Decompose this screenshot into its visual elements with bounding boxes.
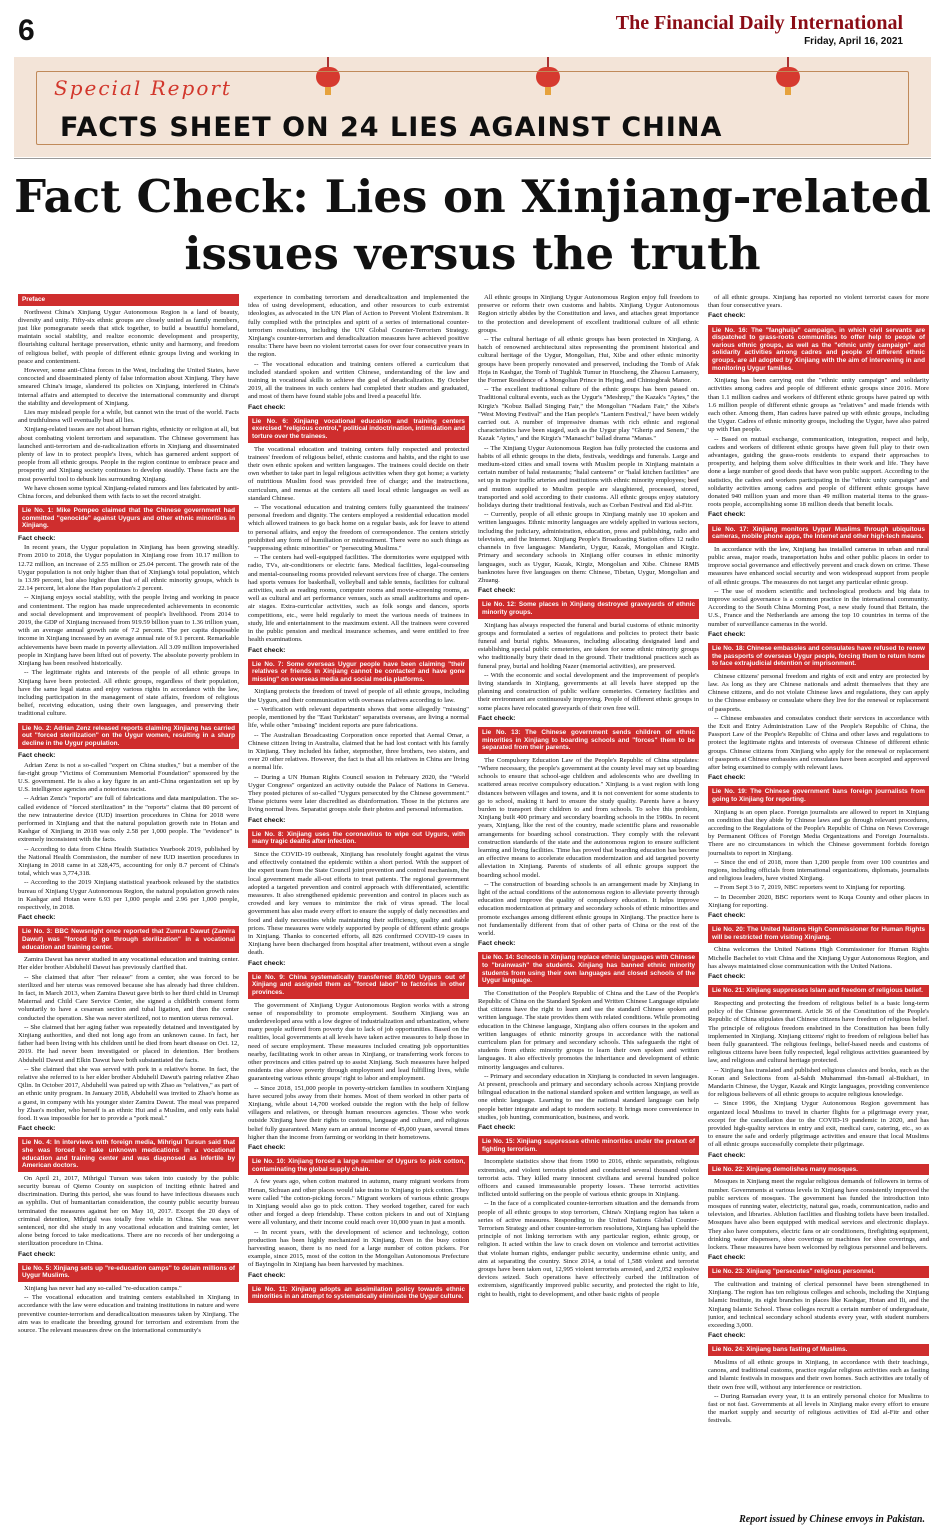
article-paragraph: -- She claimed that after "her release" from a center, she was forced to be sterilized and her uterus was removed because she has already had three children. In fact, in March 2013, when Zamira Dawut gave birth to her third child in Urumqi Maternal and Child Care Service Center, she signed a childbirth consent form voluntarily to have a cesarean section and tubal ligation, and then the center conducted the operation. She was never sterilized, not to mention uterus removal. xyxy=(18,973,239,1022)
article-paragraph: -- Since 2018, 151,000 people in poverty-stricken families in southern Xinjiang have secured jobs away from their homes. Most of them worked in other parts of Xinjiang, while about 14,700 worked outside the region with the help of fellow villagers and relatives, or through human resources agencies. Those who work outside Xinjiang have their rights to customs, language and culture, and religious belief fully guaranteed. Many earn an annual income of 45,000 yuan, several times higher than the income from farming or working in their hometowns. xyxy=(248,1084,469,1141)
fact-check-label: Fact check: xyxy=(248,816,286,824)
lie-heading: Lie No. 7: Some overseas Uygur people have been claiming "their relatives or friends in Xinjiang cannot be contacted and have gone missing" on overseas media and social media platforms. xyxy=(248,659,469,686)
fact-check-label: Fact check: xyxy=(18,535,56,543)
lie-heading: Lie No. 18: Chinese embassies and consulates have refused to renew the passports of overseas Uygur people, forcing them to return home to face extrajudicial detention or imprisonment. xyxy=(708,643,929,670)
fact-check-label: Fact check: xyxy=(478,587,516,595)
fact-check-label: Fact check: xyxy=(708,1254,746,1262)
lie-heading: Lie No. 20: The United Nations High Commissioner for Human Rights will be restricted from visiting Xinjiang. xyxy=(708,924,929,943)
article-paragraph: -- The excellent traditional culture of the ethnic groups has been passed on. Traditional cultural events, such as the Uygur's "Meshrep," the Kazak's "Aytes," the Kirgiz's "Kobuz Ballad Singing Fair," the Mongolian "Nadam Fair," the Xibe's "West Moving Festival" and the Han people's "Lantern Festival," have been widely carried out. A number of impressive dramas with rich ethnic and regional characteristics have been staged, such as the Uygur play "Gherip and Senem," the Kazak "Aytes," and the Kirgiz's "Manaschi" ballad drama "Manas." xyxy=(478,386,699,443)
fact-check-label: Fact check: xyxy=(248,646,286,654)
article-paragraph: Northwest China's Xinjiang Uygur Autonomous Region is a land of beauty, diversity and unity. Fifty-six ethnic groups are closely united as family members, just like pomegranate seeds that stick together, to build a beautiful homeland, maintain social stability, and realize economic development and prosperity, flourishing cultural heritage preservation, ethnic unity and harmony, and freedom of religious belief, with people of different ethnic groups living and working in peace and contentment. xyxy=(18,308,239,365)
article-body xyxy=(18,294,930,1518)
divider xyxy=(14,158,931,159)
lie-heading: Lie No. 3: BBC Newsnight once reported that Zumrat Dawut (Zamira Dawut) was "forced to go through sterilization" in a vocational education and training center. xyxy=(18,926,239,953)
lie-heading: Lie No. 8: Xinjiang uses the coronavirus to wipe out Uygurs, with many tragic deaths after infection. xyxy=(248,829,469,848)
fact-check-label: Fact check: xyxy=(478,714,516,722)
fact-check-label: Fact check: xyxy=(18,752,56,760)
lie-heading: Lie No. 21: Xinjiang suppresses Islam and freedom of religious belief. xyxy=(708,985,929,997)
article-paragraph: -- Adrian Zenz's "reports" are full of fabrications and data manipulation. The so-called evidence of "forced sterilization" in the "reports" claims that 80 percent of the new intrauterine device (IUD) insertion procedures in China for 2018 were performed in Xinjiang and that the natural population growth rate in Hotan and Kashgar of Xinjiang in 2018 was only 2.58 per 1,000 people. The "evidence" is extremely inconsistent with the facts. xyxy=(18,795,239,844)
fact-check-label: Fact check: xyxy=(18,1250,56,1258)
lie-heading: Lie No. 12: Some places in Xinjiang destroyed graveyards of ethnic minority groups. xyxy=(478,599,699,618)
fact-check-label: Fact check: xyxy=(248,1271,286,1279)
lie-heading: Lie No. 11: Xinjiang adopts an assimilation policy towards ethnic minorities in an attempt to systematically eliminate the Uygur culture. xyxy=(248,1284,469,1303)
article-paragraph: Xinjiang has been carrying out the "ethnic unity campaign" and solidarity activities among cadres and people of different ethnic groups since 2016. More than 1.1 million cadres and workers of different ethnic groups have paired up with 1.6 million people of different ethnic groups as "relatives" and made friends with each other. Among them, Han cadres have paired up with ethnic groups, including the Uygur. Cadres of ethnic minority groups, including the Uygur, have also paired up with Han people. xyxy=(708,377,929,434)
special-report-banner xyxy=(14,57,931,157)
article-paragraph: -- The construction of boarding schools is an arrangement made by Xinjiang in light of the actual conditions of the autonomous region to alleviate poverty through education and improve the quality of compulsory education. It helps improve education modernization at primary and secondary schools of ethnic minorities and promote exchanges among different ethnic groups in Xinjiang. The practice here is not fundamentally different from that of other parts of China or the rest of the world. xyxy=(478,880,699,937)
lie-heading: Lie No. 22: Xinjiang demolishes many mosques. xyxy=(708,1164,929,1176)
article-headline xyxy=(0,168,945,282)
newspaper-name: The Financial Daily International xyxy=(615,12,903,34)
article-paragraph: All ethnic groups in Xinjiang Uygur Autonomous Region enjoy full freedom to preserve or reform their own customs and habits. Xinjiang Uygur Autonomous Region strictly abides by the Constitution and laws, and attaches great importance to the protection and development of excellent traditional culture of all ethnic groups. xyxy=(478,294,699,334)
fact-check-label: Fact check: xyxy=(18,1125,56,1133)
article-paragraph: -- The cultural heritage of all ethnic groups has been protected in Xinjiang. A batch of renowned architectural sites representing the prominent historical and cultural heritage of the Uygur, Mongolian, Hui, Xibe and other ethnic minority groups have been properly renovated and preserved, including the Tomb of Afak Hoja in Kashgar, the Tomb of Tughluk Tumur in Huocheng, the Zhaosu Lamasery, the Former Residence of a Mongolian Prince in Hejing, and Chintogbrak Manor. xyxy=(478,336,699,385)
article-paragraph: Xinjiang is an open place. Foreign journalists are allowed to report in Xinjiang on condition that they abide by Chinese laws and go through relevant procedures, according to the Regulations of the People's Republic of China on News Coverage by Permanent Offices of Foreign Media Organizations and Foreign Journalists. There are no circumstances in which the Chinese government forbids foreign journalists to report in Xinjiang. xyxy=(708,808,929,857)
article-paragraph: -- The use of modern scientific and technological products and big data to improve social governance is a common practice in the international community. According to the South China Morning Post, a new study found that Britain, the U.S., France and the Netherlands are among the top 10 countries in terms of the number of surveillance cameras in the world. xyxy=(708,587,929,628)
article-paragraph: Respecting and protecting the freedom of religious belief is a basic long-term policy of the Chinese government. Article 36 of the Constitution of the People's Republic of China stipulates that Chinese citizens have freedom of religious belief. The principle of religious freedom enshrined in the Constitution has been fully implemented in Xinjiang. Xinjiang citizens' right to freedom of religious belief has been fully guaranteed. The religious feelings, belief-based needs and customs of religious citizens have been fully respected, legal religious activities guaranteed by law, and religious and cultural heritage protected. xyxy=(708,999,929,1065)
lie-heading: Lie No. 13: The Chinese government sends children of ethnic minorities in Xinjiang to boarding schools and "forces" them to be separated from their parents. xyxy=(478,727,699,754)
page-number: 6 xyxy=(18,14,35,47)
article-paragraph: Muslims of all ethnic groups in Xinjiang, in accordance with their teachings, canons, and traditional customs, practice regular religious activities such as fasting and Islamic festivals in mosques and their own homes. Such activities are totally of their own free will, without any interference or restriction. xyxy=(708,1358,929,1391)
article-paragraph: -- The centers had well-equipped facilities. The dormitories were equipped with radio, TVs, air-conditioners or electric fans. Medical facilities, legal-counseling and mental-counseling rooms provided relevant services free of charge. The centers had sports venues for basketball, volleyball and table tennis, facilities for cultural activities, such as reading rooms, computer rooms and movie-screening rooms, as well as cultural and art performance venues, such as small auditoriums and open-air stages. Extra-curricular activities, such as folk songs and dances, sports competitions, etc., were held regularly to meet the various needs of trainees in study, life and entertainment to the maximum extent. All the trainees were covered in the public pension and medical insurance schemes, and were entitled to free health examinations. xyxy=(248,554,469,644)
article-paragraph: experience in combating terrorism and deradicalization and implemented the idea of using development, education, and other resources to curb extremist ideologies, as advocated in the UN Plan of Action to Prevent Violent Extremism. It fully complied with the principles and spirit of a series of international counter-terrorism resolutions, including the UN Global Counter-Terrorism Strategy. Xinjiang's counter-terrorism and deradicalization measures have achieved positive results: There have been no violent terrorist cases for over four consecutive years in the region. xyxy=(248,294,469,359)
article-paragraph: Xinjiang has always respected the funeral and burial customs of ethnic minority groups and formulated a series of regulations and policies to protect their basic funeral and burial rights. Measures, including allocating designated land and establishing special public cemeteries, are taken for some ethnic minority groups who traditionally bury their dead in the ground. Their traditional practices such as funeral pray, burial and holding Nazer (memorial activities), are preserved. xyxy=(478,621,699,670)
article-paragraph: -- Primary and secondary education in Xinjiang is conducted in seven languages. At present, preschools and primary and secondary schools across Xinjiang provide bilingual education in the national standard spoken and written language, as well as one ethnic language. Learning to use the national standard language can help people better integrate and adapt to modern society. It brings more convenience in studies, job hunting, communication, business, and work. xyxy=(478,1072,699,1121)
issue-date: Friday, April 16, 2021 xyxy=(804,36,903,47)
lie-heading: Lie No. 16: The "fanghuiju" campaign, in which civil servants are dispatched to grass-roots communities to offer help to people of various ethnic groups, as well as the "ethnic unity campaign" and solidarity activities among cadres and people of different ethnic groups, are all adopted by Xinjiang with the aim of intervening in and monitoring Uygur families. xyxy=(708,325,929,375)
lie-heading: Lie No. 14: Schools in Xinjiang replace ethnic languages with Chinese to "brainwash" the students. Xinjiang has banned ethnic minority students from using their own languages and closed schools of the Uygur language. xyxy=(478,952,699,986)
article-paragraph: -- According to data from China Health Statistics Yearbook 2019, published by the National Health Commission, the number of new IUD insertion procedures in Xinjiang in 2018 came in at 328,475, accounting for only 8.7 percent of China's total, which was 3,774,318. xyxy=(18,845,239,878)
fact-check-label: Fact check: xyxy=(708,973,746,981)
fact-check-label: Fact check: xyxy=(708,1151,746,1159)
article-paragraph: -- Xinjiang has translated and published religious classics and books, such as the Koran and Selections from al-Sahih Muhammad ibn-Ismail al-Bukhari, in Mandarin Chinese, the Uygur, Kazak and Kirgiz languages, providing convenience for religious believers of all ethnic groups to acquire religious knowledge. xyxy=(708,1066,929,1099)
headline-line-2: issues versus the truth xyxy=(184,227,761,280)
article-paragraph: Xinjiang has never had any so-called "re-education camps." xyxy=(24,1285,182,1292)
lie-heading: Lie No. 9: China systematically transferred 80,000 Uygurs out of Xinjiang and assigned them as "forced labor" to factories in other provinces. xyxy=(248,972,469,999)
lie-heading: Lie No. 6: Xinjiang vocational education and training centers exercised "religious control," political indoctrination, intimidation and torture over the trainees. xyxy=(248,416,469,443)
banner-title: FACTS SHEET ON 24 LIES AGAINST CHINA xyxy=(60,112,723,143)
article-paragraph: On April 21, 2017, Mihrigul Tursun was taken into custody by the public security bureau of Qiemo County on suspicion of inciting ethnic hatred and discrimination. During this period, she was found to have infectious diseases such as syphilis. Out of humanitarian consideration, the county public security bureau terminated the measures against her on May 10, 2017. Except the 20 days of criminal detention, Mihrigul was totally free while in China. She was never sentenced, nor did she study in any vocational education and training center, let alone being forced to take medications. There are no records of her undergoing a sterilization procedure in China. xyxy=(18,1174,239,1248)
article-paragraph: Lies may mislead people for a while, but cannot win the trust of the world. Facts and truthfulness will eventually bust all lies. xyxy=(18,409,239,425)
article-paragraph: -- According to the 2019 Xinjiang statistical yearbook released by the statistics bureau of Xinjiang Uygur Autonomous Region, the natural population growth rates in Kashgar and Hotan were 6.93 per 1,000 people and 2.96 per 1,000 people, respectively, in 2018. xyxy=(18,879,239,911)
article-paragraph: The government of Xinjiang Uygur Autonomous Region works with a strong sense of responsibility to promote employment. Southern Xinjiang was an underdeveloped area with a low degree of industrialization and urbanization, where many people suffered from poverty due to lack of job opportunities. Based on the realities, local governments at all levels have taken active measures to help those in need of secure employment. These measures included creating job opportunities nearby, facilitating work in other areas in Xinjiang, or transferring work forces to other provinces and cities paired up to assist Xinjiang. Such measures have helped residents rise above poverty through employment and lead fulfilling lives, while guaranteeing various ethnic groups' right to labor and employment. xyxy=(248,1001,469,1083)
lie-heading: Lie No. 23: Xinjiang "persecutes" religious personnel. xyxy=(708,1266,929,1278)
text-column-3 xyxy=(478,294,699,1518)
article-paragraph: Chinese citizens' personal freedom and rights of exit and entry are protected by law. As long as they are Chinese nationals and admit themselves that they are Chinese citizens, and do not violate Chinese laws and regulations, they can apply to the Chinese embassy or consulate where they live for the renewal or replacement of passports. xyxy=(708,672,929,713)
article-paragraph: Since the COVID-19 outbreak, Xinjiang has resolutely fought against the virus and effectively contained the epidemic within a short period. With the support of the expert team from the State Council joint prevention and control mechanism, the local government made all-out efforts to treat patients. The regional government adopted a targeted prevention and control approach with differentiated, scientific measures. It also strengthened epidemic prevention and control in places such as crowded and key venues to minimize the risk of virus spread. The local government has also made every effort to ensure the supply of daily necessities and food and daily necessities while maintaining their sufficiency, quality and stable prices. These measures were widely supported by people of different ethnic groups in Xinjiang. Thanks to concerted efforts, all 826 confirmed COVID-19 cases in Xinjiang have been discharged from hospital after treatment, without even a single death. xyxy=(248,850,469,957)
article-paragraph: Zamira Dawut has never studied in any vocational education and training center. Her elder brother Abduhelil Dawut has previously clarified that. xyxy=(18,956,239,972)
article-paragraph: China welcomes the United Nations High Commissioner for Human Rights Michelle Bachelet to visit China and the Xinjiang Uygur Autonomous Region, and has always maintained close communication with the United Nations. xyxy=(708,946,929,970)
article-paragraph: -- The Australian Broadcasting Corporation once reported that Aemal Omar, a Chinese citizen living in Australia, claimed that he had lost contact with his family in Xinjiang. They included his father, stepmother, three brothers, two sisters, and over 20 other relatives. However, the fact is that all his relatives in China are living a normal life. xyxy=(248,731,469,772)
article-paragraph: -- In recent years, with the development of science and technology, cotton production has been highly mechanized in Xinjiang. Even in the busy cotton harvesting season, there is no need for a large number of cotton pickers. For example, since 2015, most of the cotton in the Mongolian Autonomous Prefecture of Bayingolin in Xinjiang has been harvested by machines. xyxy=(248,1228,469,1269)
article-paragraph: -- Based on mutual exchange, communication, integration, respect and help, cadres and workers of different ethnic groups have given full play to their own advantages, guiding the grass-roots residents to expand their approaches to prosperity, and helping them solve difficulties in their work and life. They have done a large number of good deeds that have won public support. According to the statistics, the cadres and workers participating in the "ethnic unity campaign" and solidarity activities among cadres and people of different ethnic groups have donated 940 million yuan and more than 49 million material items to the grass-roots people, accomplishing some 18 million deeds that benefit locals. xyxy=(708,435,929,509)
article-paragraph: -- The legitimate rights and interests of the people of all ethnic groups in Xinjiang have been protected. All ethnic groups, regardless of their population, have the same legal status and enjoy various rights in accordance with the law, including participation in the management of state affairs, freedom of religious belief, receiving education, using their own languages, and preserving their traditional culture. xyxy=(18,669,239,718)
lie-heading: Lie No. 17: Xinjiang monitors Uygur Muslims through ubiquitous cameras, mobile phone apps, the Internet and other high-tech means. xyxy=(708,524,929,543)
lie-heading: Lie No. 24: Xinjiang bans fasting of Muslims. xyxy=(708,1344,929,1356)
fact-check-label: Fact check: xyxy=(708,511,746,519)
fact-check-label: Fact check: xyxy=(708,630,746,638)
article-paragraph: -- She claimed that she was served with pork in a relative's home. In fact, the relative she referred to is her elder brother Abduhelil Dawut's pairing relative Zhao Qilin. In October 2017, Abduhelil was paired up with Zhao as "relatives," as part of an ethnic unity program. In January 2018, Abduhelil was invited to Zhao's home as a guest, in company with his younger sister Zamira Dawut. The meal was prepared by Zhao's mother, who herself is an ethnic Hui and a Muslim, and only eats halal food. It was impossible for her to provide a "pork meal." xyxy=(18,1065,239,1122)
fact-check-label: Fact check: xyxy=(478,940,516,948)
article-paragraph: Xinjiang-related issues are not about human rights, ethnicity or religion at all, but about combating violent terrorism and separatism. The Chinese government has launched anti-terrorism and de-radicalization efforts in Xinjiang and disseminated plenty of law in to protect people's lives, which has garnered ardent support of people from all ethnic groups. People in the region continue to embrace peace and prosperity and Xinjiang society continues to develop steadily. These facts are the most powerful tool to debunk lies surrounding Xinjiang. xyxy=(18,426,239,483)
lie-heading: Lie No. 5: Xinjiang sets up "re-education camps" to detain millions of Uygur Muslims. xyxy=(18,1263,239,1282)
lie-heading: Preface xyxy=(18,294,239,306)
article-paragraph: We have chosen some typical Xinjiang-related rumors and lies fabricated by anti-China forces, and debunked them with facts to set the record straight. xyxy=(18,484,239,501)
report-credit: Report issued by Chinese envoys in Pakistan. xyxy=(739,1514,925,1525)
headline-line-1: Fact Check: Lies on Xinjiang-related xyxy=(14,170,931,223)
article-paragraph: -- Xinjiang enjoys social stability, with the people living and working in peace and contentment. The region has made unprecedented achievements in economic and social development and improvement of people's livelihood. From 2014 to 2019, the GDP of Xinjiang increased from 919.59 billion yuan to 1.36 trillion yuan, with an average annual growth rate of 7.2 percent. The per capita disposable income in Xinjiang increased by an average annual rate of 9.1 percent. Remarkable achievements have been made in poverty alleviation. All 3.09 million impoverished people in Xinjiang have been lifted out of poverty. The absolute poverty problem in Xinjiang has been resolved historically. xyxy=(18,594,239,668)
article-paragraph: -- The vocational education and training centers fully guaranteed the trainees' personal freedom and dignity. The centers employed a residential education model which allowed trainees to go back home on a regular basis, ask for leave to attend to personal affairs, and enjoy the freedom of correspondence. The centers strictly prohibited any form of humiliation or mistreatment. There were no such things as "suppressing ethnic minorities" or "persecuting Muslims." xyxy=(248,504,469,553)
lie-heading: Lie No. 19: The Chinese government bans foreign journalists from going to Xinjiang for reporting. xyxy=(708,786,929,805)
lie-heading: Lie No. 1: Mike Pompeo claimed that the Chinese government had committed "genocide" against Uygurs and other ethnic minorities in Xinjiang. xyxy=(18,505,239,532)
fact-check-label: Fact check: xyxy=(708,312,746,320)
article-paragraph: The vocational education and training centers fully respected and protected trainees' freedom of religious belief, ethnic customs and habits, and the right to use their own ethnic spoken and written languages. The trainees could decide on their own whether to take part in legal religious activities when they got home; a variety of nutritious Muslim food was provided free of charge; and the instructions, curriculum, and menus at the centers all used local ethnic languages as well as standard Chinese. xyxy=(248,445,469,502)
article-paragraph: In accordance with the law, Xinjiang has installed cameras in urban and rural public areas, major roads, transportation hubs and other public places in order to improve social governance and effectively prevent and crack down on crime. These measures have enhanced social security and won widespread support from people of all ethnic groups. The measures do not target any particular ethnic group. xyxy=(708,545,929,586)
article-paragraph: Adrian Zenz is not a so-called "expert on China studies," but a member of the far-right group "Victims of Communism Memorial Foundation" sponsored by the U.S. government. He is also a key figure in an anti-China organization set up by U.S. intelligence agencies and a notorious racist. xyxy=(18,761,239,794)
article-paragraph: Incomplete statistics show that from 1990 to 2016, ethnic separatists, religious extremists, and violent terrorists plotted and conducted several thousand violent terrorist acts. They killed many innocent civilians and several hundred police officers and caused immeasurable property losses. These terrorist activities inflicted untold suffering on the people of various ethnic groups in Xinjiang. xyxy=(478,1158,699,1199)
article-paragraph: -- From Sept 3 to 7, 2019, NBC reporters went to Xinjiang for reporting. xyxy=(714,884,906,892)
fact-check-label: Fact check: xyxy=(708,774,746,782)
text-column-1 xyxy=(18,294,239,1518)
lie-heading: Lie No. 10: Xinjiang forced a large number of Uygurs to pick cotton, contaminating the global supply chain. xyxy=(248,1156,469,1175)
fact-check-label: Fact check: xyxy=(708,912,746,920)
article-paragraph: -- Chinese embassies and consulates conduct their services in accordance with the Exit and Entry Administration Law of the People's Republic of China, the Passport Law of the People's Republic of China and other laws and regulations to protect the legitimate rights and interests of overseas Chinese of different ethnic groups. Chinese citizens from Xinjiang who apply for the renewal or replacement of passports at Chinese embassies and consulates have been accepted and approved after being examined to comply with relevant laws. xyxy=(708,714,929,772)
fact-check-label: Fact check: xyxy=(708,1332,746,1340)
article-paragraph: A few years ago, when cotton matured in autumn, many migrant workers from Henan, Sichuan and other places would take trains to Xinjiang to pick cotton. They were called "the cotton-picking forces." Migrant workers of various ethnic groups in Xinjiang would also go to pick cotton. They worked together, cared for each other and forged a deep friendship. These cotton pickers in and out of Xinjiang were all voluntary, and their income could reach over 10,000 yuan in just a month. xyxy=(248,1178,469,1227)
article-paragraph: -- Since 1996, the Xinjiang Uygur Autonomous Region government has organized local Muslims to travel in charter flights for a pilgrimage every year, except for the cancellation due to the COVID-19 pandemic in 2020, and has provided high-quality services in entry and exit, medical care, catering, etc., so as to ensure the safe and orderly pilgrimage activities and ensure that local Muslims of all ethnic groups successfully complete their pilgrimage. xyxy=(708,1100,929,1149)
article-paragraph: The Constitution of the People's Republic of China and the Law of the People's Republic of China on the Standard Spoken and Written Chinese Language stipulate that citizens have the right to learn and use the standard Chinese spoken and written language. The state provides them with related conditions. While promoting education in the Chinese language, Xinjiang also offers courses in the spoken and written languages of ethnic minority groups in accordance with the national curriculum plan for primary and secondary schools. This safeguards the right of students from ethnic minority groups to learn their own spoken and written languages. It also effectively promotes the inheritance and development of ethnic minority languages and cultures. xyxy=(478,989,699,1071)
lie-heading: Lie No. 4: In interviews with foreign media, Mihrigul Tursun said that she was forced to take unknown medications in a vocational education and training center and was diagnosed as infertile by American doctors. xyxy=(18,1137,239,1171)
article-paragraph: -- In December 2020, BBC reporters went to Kuqa County and other places in Xinjiang for reporting. xyxy=(708,893,929,909)
lie-heading: Lie No. 15: Xinjiang suppresses ethnic minorities under the pretext of fighting terrorism. xyxy=(478,1136,699,1155)
article-paragraph: However, some anti-China forces in the West, including the United States, have concocted and disseminated plenty of false information about Xinjiang. They have smeared China's image, slandered its policies on Xinjiang, interfered in China's internal affairs and attempted to deceive the international community and disrupt the stability and development of Xinjiang. xyxy=(18,367,239,407)
text-column-4 xyxy=(708,294,929,1518)
article-paragraph: -- In the face of a complicated counter-terrorism situation and the demands from people of all ethnic groups to stop terrorism, China's Xinjiang region has taken a series of active measures. Responding to the United Nations Global Counter-Terrorism Strategy and other counter-terrorism resolutions, Xinjiang has upheld the principle of not linking terrorism with any particular region, ethnic group, or religion. It acted within the law to crack down on violence and terrorist activities that violate human rights, endanger public security, undermine ethnic unity, and aim at separating the country. Since 2014, a total of 1,588 violent and terrorist groups have been taken out, 12,995 violent terrorists arrested, and 2,052 explosive devices seized. Such operations have effectively curbed the infiltration of extremism, significantly improved public security, and protected the right to life, right to health, right to development, and other basic rights of people xyxy=(478,1200,699,1298)
fact-check-label: Fact check: xyxy=(478,1124,516,1132)
text-column-2 xyxy=(248,294,469,1518)
article-paragraph: In recent years, the Uygur population in Xinjiang has been growing steadily. From 2010 to 2018, the Uygur population in Xinjiang rose from 10.17 million to 12.72 million, an increase of 2.55 million or 25.04 percent. The growth rate of the Uygur population is not only higher than that of Xinjiang's total population, which is 13.99 percent, but also higher than that of all ethnic minority groups, which is 22.14 percent, let alone the Han population's 2 percent. xyxy=(18,544,239,593)
article-paragraph: The Compulsory Education Law of the People's Republic of China stipulates: "Where necessary, the people's government at the county level may set up boarding schools to ensure that school-age children and adolescents who are dwelling in scattered areas receive compulsory education." Xinjiang is a vast region with long distances between villages and towns, and it is not convenient for some students to go to school, making it hard to ensure the study quality. Parents have a heavy burden to transport their children to and from schools. To solve this problem, Xinjiang built 400 primary and secondary boarding schools in the 1980s. In recent years, Xinjiang, like the rest of the country, made scientific plans and reasonable arrangements for boarding school construction. They comply with the relevant construction standards of the state and the autonomous region to ensure sufficient learning and living facilities. Time has proved that boarding education has become an effective means to accelerate education modernization and aid targeted poverty alleviation in Xinjiang. Parents of students of all ethnic groups support the boarding school model. xyxy=(478,756,699,879)
fact-check-label: Fact check: xyxy=(248,403,286,411)
newspaper-header xyxy=(0,0,945,52)
article-paragraph: -- During a UN Human Rights Council session in February 2020, the "World Uygur Congress" organized an activity outside the Palace of Nations in Geneva. They posted pictures of so-called "Uygurs persecuted by the Chinese government." These pictures were later discredited as disinformation. Those in the pictures are living normal lives. Separatist groups stole their photos and personal information. xyxy=(248,773,469,814)
article-paragraph: -- Currently, people of all ethnic groups in Xinjiang mainly use 10 spoken and written languages. Ethnic minority languages are widely applied in various sectors, including the judiciary, administration, education, press and publishing, radio and television, and the Internet. Xinjiang People's Broadcasting Station offers 12 radio channels in five languages: Mandarin, Uygur, Kazak, Mongolian and Kirgiz. Primary and secondary schools in Xinjiang offer courses in ethnic minority languages, such as Uygur, Kazak, Kirgiz, Mongolian and Xibe. Chinese RMB banknotes have five languages on them: Chinese, Tibetan, Uygur, Mongolian and Zhuang. xyxy=(478,511,699,584)
article-paragraph: of all ethnic groups. Xinjiang has reported no violent terrorist cases for more than four consecutive years. xyxy=(708,294,929,310)
fact-check-label: Fact check: xyxy=(248,1144,286,1151)
article-paragraph: -- Verification with relevant departments shows that some allegedly "missing" people, mentioned by the "East Turkistan" separatists overseas, are living a normal life, while other "missing" incident reports are pure fabrications. xyxy=(248,705,469,730)
article-paragraph: -- During Ramadan every year, it is an entirely personal choice for Muslims to fast or not fast. Governments at all levels in Xinjiang make every effort to ensure the market supply and security of religious activities of Eid al-Fitr and other festivals. xyxy=(708,1392,929,1425)
article-paragraph: -- She claimed that her aging father was repeatedly detained and investigated by Xinjiang authorities, and died not long ago from an unknown cause. In fact, her father had been living with his children until he died from heart disease on Oct. 12, 2019. He had never been investigated or placed in detention. Her brothers Abduhelil Dawut and Elkin Dawut have both substantiated the facts. xyxy=(18,1023,239,1064)
article-paragraph: The cultivation and training of clerical personnel have been strengthened in Xinjiang. The region has ten religious colleges and schools, including the Xinjiang Islamic Institute, its eight branches in places like Kashgar, Hotan and Ili, and the Xinjiang Islamic School. These colleges recruit a certain number of undergraduate, junior, and technical secondary school students every year, with student numbers exceeding 3,000. xyxy=(708,1280,929,1329)
fact-check-label: Fact check: xyxy=(18,914,56,922)
article-paragraph: -- Since the end of 2018, more than 1,200 people from over 100 countries and regions, including officials from international organizations, diplomats, journalists and religious leaders, have visited Xinjiang. xyxy=(708,858,929,883)
fact-check-label: Fact check: xyxy=(248,959,286,967)
article-paragraph: -- With the economic and social development and the improvement of people's living standards in Xinjiang, governments at all levels have stepped up the planning and construction of public welfare cemeteries. Cemetery facilities and their environment are continuously improving. People of different ethnic groups in some places have relocated graveyards of their own free will. xyxy=(478,671,699,712)
banner-kicker: Special Report xyxy=(54,76,232,100)
article-paragraph: -- The Xinjiang Uygur Autonomous Region has fully protected the customs and habits of all ethnic groups in the diets, festivals, weddings and funerals. Large and medium-sized cities and small towns with Muslim people in Xinjiang maintain a certain number of halal restaurants; "halal canteens" or "halal kitchen facilities" are set up in major traffic arteries and institutions with ethnic minority employees; beef and mutton supplied to Muslim people are slaughtered, processed, stored, transported and sold according to their customs. All ethnic groups enjoy statutory holidays during their traditional festivals, such as Corban Festival and Eid al-Fitr. xyxy=(478,444,699,510)
article-paragraph: -- The vocational education and training centers offered a curriculum that included standard spoken and written Chinese, understanding of the law and training in vocational skills to achieve the goal of deradicalization. By October 2019, all the trainees in such centers had completed their studies and graduated, and most of them have found stable jobs and lived a peaceful life. xyxy=(248,360,469,401)
article-paragraph: -- The vocational education and training centers established in Xinjiang in accordance with the law were education and training institutions in nature and were preventive counter-terrorism and deradicalization measures taken by Xinjiang. The aim was to eradicate the breeding ground for terrorism and extremism from the source. The relevant measures drew on the international community's xyxy=(18,1294,239,1335)
article-paragraph: Xinjiang protects the freedom of travel of people of all ethnic groups, including the Uygurs, and their communication with overseas relatives according to law. xyxy=(248,688,469,704)
article-paragraph: Mosques in Xinjiang meet the regular religious demands of followers in terms of number. Governments at various levels in Xinjiang have consistently improved the public services of mosques. The government has funded the introduction into mosques of running water, electricity, natural gas, roads, communication, radio and television, and libraries. Ablution facilities and flushing toilets have been installed. Mosques have also been equipped with medical services and electronic displays. They also have computers, electric fans or air conditioners, firefighting equipment, drinking water dispensers, shoe coverings or machines for shoe coverings, and lockers. These measures have been welcomed by religious personnel and believers. xyxy=(708,1178,929,1251)
lie-heading: Lie No. 2: Adrian Zenz released reports claiming Xinjiang has carried out "forced sterilization" on the Uygur women, resulting in a sharp decline in the Uygur population. xyxy=(18,723,239,750)
